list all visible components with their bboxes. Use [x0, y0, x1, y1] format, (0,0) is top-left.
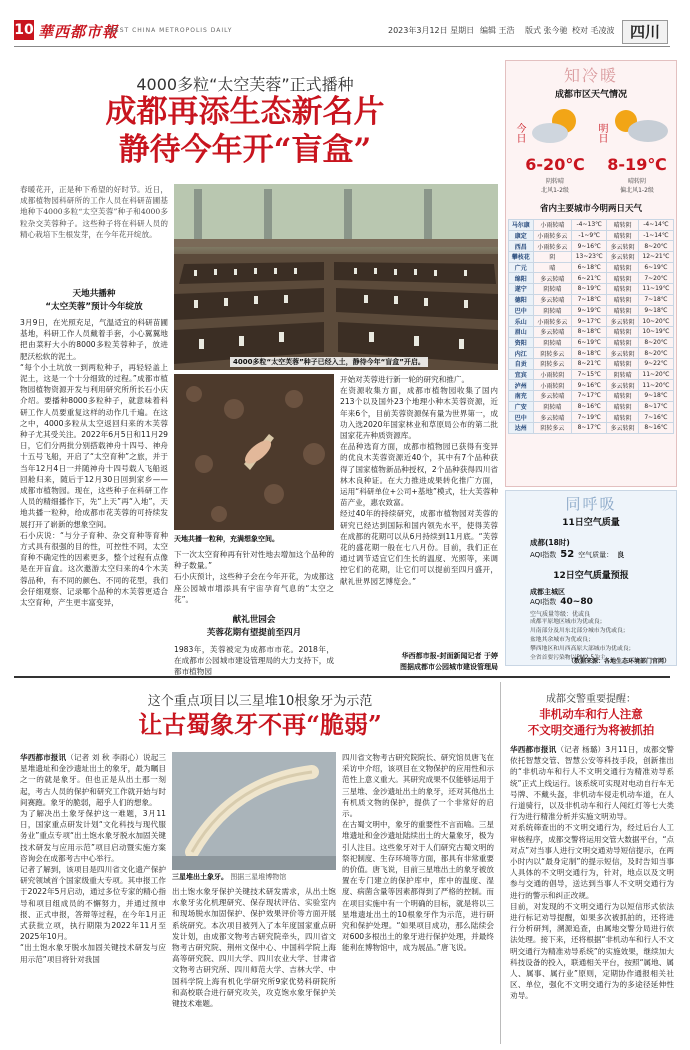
- weather-cell: 8~17℃: [572, 423, 607, 434]
- weather-cell: 9~16℃: [572, 380, 607, 391]
- weather-cell: 9~18℃: [638, 305, 673, 316]
- greenhouse-illustration: [174, 184, 498, 370]
- main-kicker: 4000多粒“太空芙蓉”正式播种: [136, 75, 354, 94]
- weather-cell: 阴转晴: [607, 369, 639, 380]
- weather-cell: 晴: [533, 262, 572, 273]
- weather-city: 自贡: [509, 358, 534, 369]
- weather-cell: -1~14℃: [638, 230, 673, 241]
- weather-cell: 9~22℃: [638, 358, 673, 369]
- tomorrow-temp: 8-19℃: [607, 155, 667, 174]
- weather-city: 广元: [509, 262, 534, 273]
- weather-row: [509, 369, 674, 380]
- weather-city: 内江: [509, 348, 534, 359]
- main-headline-2: 静待今年开“盲盒”: [118, 132, 372, 168]
- weather-cell: 7~18℃: [638, 294, 673, 305]
- weather-row: [509, 252, 674, 263]
- weather-row: [509, 326, 674, 337]
- weather-cell: 8~20℃: [638, 337, 673, 348]
- byline-reporter: 华西都市报-封面新闻记者 于婷: [401, 652, 498, 660]
- weather-cell: 多云转阴: [607, 252, 639, 263]
- weather-cell: 6~19℃: [638, 262, 673, 273]
- weather-cell: 多云转晴: [533, 326, 572, 337]
- story2-kicker: 这个重点项目以三星堆10根象牙为示范: [147, 694, 373, 709]
- today-desc: 阴转晴: [545, 178, 564, 185]
- air-line: 攀西地区和川西高原大部城市为优或良；: [530, 646, 635, 652]
- story2-col2-text: 出土饱水象牙保护关键技术研发需求，从出土饱水象牙劣化机理研究、保存现状评估、实验室内和现场脱水加固保护、保护效果评价等方面开展系统研究。本次项目被列入了本年度国家重点研发计划，由成都文物考古研究院牵头，四川省文物考古研究院、荆州文保中心、中国科学院上海高等研究院、四川大学、四川农业大学、甘肃省文物考古研究所、四川师范大学、吉林大学、中国科学院上海有机化学研究所9家优势科研院所和高校联合进行研究攻关，攻克饱水象牙保护关键技术难题。: [172, 887, 336, 1009]
- weather-cell: 7~20℃: [638, 273, 673, 284]
- main-col1-text: 3月9日，在光照充足，气温适宜的科研苗圃基地，科研工作人员戴着手套，小心翼翼地把由菜籽大小的8000多粒芙蓉种子，放进肥沃松软的泥土。 “每个小土坑放一到两粒种子，再轻轻盖上泥土，这是一个十分细致的过程。”成都市植物园植物资源开发与利用研究所所长石小庆介绍。要播种8000多粒种子，就意味着科研工作人员要重复这样的动作几千遍。在这之中，4000多粒从太空返回归来的木芙蓉种子尤其受关注。2022年6月5日和11月29日，它们分两批分别搭载神舟十四号、神舟十五号飞船，开启了“太空育种”之旅，并于当年12月4日一并随神舟十四号载人飞船返回舱归来，随后于12月30日回到家乡——成都市植物园。现在，这些种子在科研工作人员的精细播作下，先“上天”再“入地”，天地共播一粒种，给成都市花芙蓉的可持续发展打开了崭新的想象空间。 石小庆说：“与分子育种、杂交育种等育种方式具有很强的目的性，可控性不同，太空育种不确定性的因素更多，整个过程有点像是在开盲盒。这次邀游太空归来的4个木芙蓉品种，有不同的颜色、不同的花型，我们会仔细观察、记录哪个品种的木芙蓉更适合太空育种，产生更丰富变异，: [20, 318, 168, 608]
- story2-col1: [20, 752, 166, 965]
- air-source: （数据来源：各地生态环境部门官网）: [567, 658, 670, 665]
- weather-city: 泸州: [509, 380, 534, 391]
- page-header: [0, 0, 690, 50]
- weather-title: 成都市区天气情况: [554, 90, 627, 100]
- weather-cell: 7~19℃: [572, 412, 607, 423]
- weather-cell: 7~17℃: [572, 391, 607, 402]
- weather-cell: 阴转晴: [533, 401, 572, 412]
- story3-text: （记者 杨璐）3月11日，成都交警依托智慧交管、智慧公安等科技手段，创新推出的“非机动车和行人不文明交通行为精准劝导系统”正式上线运行。该系统可实现对电动自行车无号牌、不戴头盔，非机动车侵走机动车道，在人行道骑行，以及非机动车和行人闯红灯等七大类行为进行精准分析并实施文明劝导。 对系统筛查出的不文明交通行为，经过后台人工审核程序，成都交警将运用交管大数据平台，“点对点”对当事人进行文明交通劝导短信提示，在两小时内以“最身定制”的提示短信，及时告知当事人具体的不文明交通行为，针对，地点以及文明参与交通的倡导，送达到当事人不文明交通行为进行的警示和纠正改规。 目前，对发现的不文明交通行为以短信形式依法进行标记劝导提醒，如果多次被抓拍的，还将进行分析研判，溯源追查，由属地交警分局进行依法处理。接下来，还将根据“非机动车和行人不文明交通行为精准劝导系统”的实施效果，继续加大科技设备的投入，联通相关平台，按照“属地、属人、属事、属行业”原则，定期协作通报相关社区、单位，强化不文明交通行为的多途径延伸性劝导。: [510, 745, 674, 1001]
- weather-cell: 阴转晴: [533, 284, 572, 295]
- weather-cell: 小雨转多云: [533, 316, 572, 327]
- weather-cell: 8~21℃: [572, 358, 607, 369]
- weather-city: 广安: [509, 401, 534, 412]
- aqi-label: AQI指数: [530, 551, 557, 559]
- photo2-caption: 天地共播一粒种，充满想象空间。: [174, 535, 279, 543]
- weather-cell: -4~13℃: [572, 220, 607, 231]
- weather-cell: 8~18℃: [572, 326, 607, 337]
- weather-table: [508, 219, 674, 434]
- weather-city: 达州: [509, 423, 534, 434]
- weather-cell: 晴转阴: [607, 230, 639, 241]
- weather-cell: 多云转阴: [607, 316, 639, 327]
- air-title-forecast: 12日空气质量预报: [553, 571, 629, 581]
- weather-cell: 11~19℃: [638, 284, 673, 295]
- weather-row: [509, 241, 674, 252]
- soil-illustration: [174, 374, 334, 530]
- masthead-logo: 華西都市報: [38, 23, 119, 41]
- weather-cell: 6~19℃: [572, 337, 607, 348]
- section-divider: [14, 676, 670, 678]
- weather-cell: 8~16℃: [572, 401, 607, 412]
- masthead-english: WEST CHINA METROPOLIS DAILY: [108, 27, 233, 34]
- weather-cell: 9~17℃: [572, 316, 607, 327]
- byline-photo: 图据成都市公园城市建设管理局: [400, 663, 498, 671]
- weather-row: [509, 380, 674, 391]
- weather-cell: 阴: [533, 252, 572, 263]
- weather-cell: 7~15℃: [572, 369, 607, 380]
- weather-cell: 多云转阴: [607, 348, 639, 359]
- photo-seed-in-hand: [174, 374, 334, 530]
- story2-lead: 华西都市报讯: [20, 753, 67, 762]
- weather-row: [509, 358, 674, 369]
- main-col3-text: 开始对芙蓉进行新一轮的研究和推广。 在资源收集方面，成都市植物园收集了国内213个以及国外23个地理小种木芙蓉资源，近年来6个，目前芙蓉资源保有量为世界第一，成功入选2020年国家林业和草原局公布的第二批国家花卉种质资源库。 在品种选育方面，成都市植物园已获得有变异的优良木芙蓉资源近40个，其中有7个品种获得了国家植物新品种授权，2个品种获得四川省林木良种证。在大力推进成果转化推广方面，运用“科研单位+公司+基地”模式，壮大芙蓉种苗产业，惠农致富。 经过40年的持续研究，成都市植物园对芙蓉的研究已经达到国际和国内领先水平，使得芙蓉在成都的花期可以从6月持续到11月底。“芙蓉花的盛花期一般在七八月份。目前，我们正在通过调节适宜它们生长的温度、光照等，来调控它们的花期，让它们可以提前至四月盛开，献礼世界园艺博览会。”: [340, 375, 498, 586]
- weather-city: 绵阳: [509, 273, 534, 284]
- weather-cell: 小雨转多云: [533, 230, 572, 241]
- weather-cell: 晴转阴: [607, 220, 639, 231]
- weather-cell: 10~20℃: [638, 316, 673, 327]
- sun-cloud-icon: [608, 101, 672, 151]
- weather-row: [509, 220, 674, 231]
- subhead-2b: 芙蓉花期有望提前至四月: [206, 628, 302, 638]
- weather-row: [509, 294, 674, 305]
- weather-cell: 晴转阴: [607, 358, 639, 369]
- section-tag: 四川: [622, 20, 668, 44]
- weather-city: 攀枝花: [509, 252, 534, 263]
- story2-col3-text: 四川省文物考古研究院院长、研究馆员唐飞在采访中介绍，该项目在文物保护的应用性和示范性上意义重大。其研究成果不仅能够运用于三星堆、金沙遗址出土的象牙，还对其他出土有机质文物的保护，提供了一个非常好的启示。 在古蜀文明中，象牙的重要性不言而喻。三星堆遗址和金沙遗址陆续出土的大量象牙，极为引人注目。这些象牙对于人们研究古蜀文明的祭祀制度、生存环境等方面，都具有非常重要的价值。唐飞说，目前三星堆出土的象牙被放置在专门建立的保护库中，库中的温度、湿度、病菌含量等因素都得到了严格的控制。而在项目实施中有一个明确的目标，就是将以三星堆遗址出土的10根象牙作为示范，进行研究和保护处理。“如果项目成功，那么陆续会对600多根出土的象牙进行保护处理，并最终能利在博物馆中，成为展品。”唐飞说。: [342, 753, 494, 953]
- photo-seed-beds: [174, 184, 498, 370]
- weather-cell: 8~17℃: [638, 401, 673, 412]
- weather-cell: 6~21℃: [572, 273, 607, 284]
- weather-city: 康定: [509, 230, 534, 241]
- story2-headline: 让古蜀象牙不再“脆弱”: [138, 710, 382, 739]
- air-city-forecast: 成都主城区: [530, 588, 565, 596]
- weather-cell: 多云转晴: [533, 412, 572, 423]
- weather-cell: -1~9℃: [572, 230, 607, 241]
- weather-cell: 晴转阴: [607, 294, 639, 305]
- weather-cell: 阴转多云: [533, 358, 572, 369]
- weather-row: [509, 316, 674, 327]
- column-divider: [500, 682, 501, 1044]
- weather-cell: 晴转阴: [607, 391, 639, 402]
- weather-cell: 多云转阴: [607, 380, 639, 391]
- weather-row: [509, 391, 674, 402]
- weather-cell: 8~18℃: [572, 348, 607, 359]
- weather-cell: 8~16℃: [638, 423, 673, 434]
- photo-ivory-caption-row: [172, 872, 336, 882]
- air-line: 成都平原地区城市为优或良；: [530, 619, 606, 625]
- weather-city: 德阳: [509, 294, 534, 305]
- weather-cell: 晴转阴: [607, 284, 639, 295]
- weather-cell: 小雨转阴: [533, 380, 572, 391]
- weather-cell: 晴转阴: [607, 412, 639, 423]
- weather-row: [509, 262, 674, 273]
- subhead-1b: “太空芙蓉”预计今年绽放: [45, 302, 143, 312]
- weather-cell: 7~18℃: [572, 294, 607, 305]
- weather-panel: [505, 60, 677, 487]
- weather-cell: 12~21℃: [638, 252, 673, 263]
- story3-lead: 华西都市报讯: [510, 745, 557, 754]
- weather-row: [509, 305, 674, 316]
- cloud-sun-icon: [526, 101, 586, 151]
- weather-city: 南充: [509, 391, 534, 402]
- weather-row: [509, 348, 674, 359]
- air-aqi2-row: [530, 597, 593, 607]
- weather-city: 资阳: [509, 337, 534, 348]
- weather-cell: 阴转多云: [533, 348, 572, 359]
- weather-city: 宜宾: [509, 369, 534, 380]
- weather-cell: 晴转阴: [607, 273, 639, 284]
- main-col2b-text: 1983年，芙蓉被定为成都市市花。2018年，在成都市公园城市建设管理局的大力支持下，成都市植物园: [174, 645, 334, 677]
- aqi2-value: 40~80: [560, 597, 593, 607]
- weather-city: 巴中: [509, 412, 534, 423]
- ivory-caption: 三星堆出土象牙。: [172, 873, 228, 881]
- story3-headline-2: 不文明交通行为将被抓拍: [527, 723, 655, 737]
- weather-city: 乐山: [509, 316, 534, 327]
- page-number: 10: [14, 22, 34, 38]
- today-wind: 北风1-2级: [541, 187, 569, 194]
- weather-cell: 9~19℃: [572, 305, 607, 316]
- weather-cell: 阴转晴: [533, 305, 572, 316]
- weather-cell: 多云转晴: [533, 273, 572, 284]
- weather-cell: 多云转阴: [607, 241, 639, 252]
- weather-row: [509, 423, 674, 434]
- weather-row: [509, 412, 674, 423]
- quality-value: 良: [617, 551, 625, 559]
- weather-cell: 7~16℃: [638, 412, 673, 423]
- today-label: 今日: [514, 123, 525, 143]
- weather-cell: 11~20℃: [638, 380, 673, 391]
- photo-ivory: [172, 752, 336, 870]
- weather-cell: 晴转阴: [607, 262, 639, 273]
- weather-row: [509, 273, 674, 284]
- subhead-1a: 天地共播种: [72, 289, 116, 299]
- weather-cell: 阴转多云: [533, 423, 572, 434]
- weather-cell: 小雨转阴: [533, 369, 572, 380]
- story2-col1-text: （记者 刘 秋 李雨心）说起三星堆遗址和金沙遗址出土的象牙，最为瞩目之一的就是象牙。但也正是从出土那一刻起，考古人员的保护和研究工作就开始与时间赛跑。象牙的脆弱，超乎人们的想象。 为了解决出土象牙保护这一难题，3月11日，国家重点研发计划“文化科技与现代服务业”重点专项“出土饱水象牙脱水加固关键技术研发与应用示范”项目启动暨实施方案咨询会在成都考古中心举行。 记者了解到，该项目是四川省文化遗产保护研究领域首个国家级重大专项。其申报工作于2022年5月启动，通过多位专家的精心指导和项目组成员的不懈努力，并通过预申报、正式申报，答辩等过程，在今年1月正式获批立项，执行期限为2022年11月至2025年10月。 “出土饱水象牙脱水加固关键技术研发与应用示范”项目将针对我国: [20, 753, 166, 964]
- weather-cell: 多云转阴: [607, 423, 639, 434]
- proof-credit: 校对 毛凌波: [572, 26, 615, 35]
- today-temp: 6-20℃: [525, 155, 585, 174]
- quality-label: 空气质量：: [578, 551, 614, 559]
- tomorrow-desc: 晴转阴: [627, 178, 646, 185]
- weather-cell: 9~18℃: [638, 391, 673, 402]
- story3-kicker: 成都交警重要提醒：: [546, 694, 636, 705]
- weather-cell: -4~14℃: [638, 220, 673, 231]
- weather-cell: 8~20℃: [638, 241, 673, 252]
- weather-row: [509, 337, 674, 348]
- weather-cell: 晴转阴: [607, 305, 639, 316]
- issue-date: 2023年3月12日 星期日: [388, 26, 475, 35]
- aqi2-label: AQI指数: [530, 598, 557, 606]
- weather-cell: 13~23℃: [572, 252, 607, 263]
- aqi-value: 52: [560, 549, 575, 560]
- weather-city: 遂宁: [509, 284, 534, 295]
- main-headline-1: 成都再添生态新名片: [105, 94, 385, 130]
- weather-cell: 晴转阴: [607, 337, 639, 348]
- weather-city: 西昌: [509, 241, 534, 252]
- weather-cell: 6~18℃: [572, 262, 607, 273]
- weather-row: [509, 230, 674, 241]
- header-rule: [14, 46, 670, 47]
- weather-cell: 多云转晴: [533, 294, 572, 305]
- weather-row: [509, 284, 674, 295]
- story3-body: [510, 744, 674, 1002]
- weather-city: 马尔康: [509, 220, 534, 231]
- weather-cell: 8~20℃: [638, 348, 673, 359]
- air-quality-panel: [505, 490, 677, 666]
- editor-credit: 编辑 王浩: [480, 26, 515, 35]
- weather-city: 巴中: [509, 305, 534, 316]
- photo1-caption: 4000多粒“太空芙蓉”种子已经入土，静待今年“盲盒”开启。: [230, 357, 428, 367]
- story3-headline-1: 非机动车和行人注意: [539, 707, 643, 721]
- weather-cell: 阴转晴: [533, 337, 572, 348]
- weather-cell: 小雨转多云: [533, 241, 572, 252]
- weather-cell: 晴转阴: [607, 401, 639, 412]
- air-line: 盆地其余城市为优或良；: [530, 637, 594, 643]
- weather-cell: 多云转晴: [533, 391, 572, 402]
- weather-cell: 8~19℃: [572, 284, 607, 295]
- weather-cell: 晴转阴: [607, 326, 639, 337]
- air-aqi-row: [530, 549, 624, 560]
- weather-cell: 11~20℃: [638, 369, 673, 380]
- air-line: 川南部分及川东北部分城市为优或良；: [530, 628, 629, 634]
- weather-row: [509, 401, 674, 412]
- weather-cell: 小雨转晴: [533, 220, 572, 231]
- weather-cell: 9~16℃: [572, 241, 607, 252]
- ivory-illustration: [172, 752, 336, 870]
- weather-city: 眉山: [509, 326, 534, 337]
- tomorrow-wind: 偏北风1-2级: [620, 187, 654, 194]
- air-quality-level: 空气质量等级：优或良: [530, 611, 591, 618]
- main-col2-text: 下一次太空育种再有针对性地去增加这个品种的种子数量。” 石小庆预计，这些种子会在今年开花，为成都这座公园城市增添具有宇宙孕育气息的“太空之花”。: [174, 550, 334, 604]
- air-banner: 同呼吸: [565, 495, 617, 513]
- main-lead: 春暖花开，正是种下希望的好时节。近日，成都植物园科研所的工作人员在科研苗圃基地种下4000多粒“太空芙蓉”种子和4000多粒杂交芙蓉种子。这些种子将在科研人员的精心栽培下生根发芽，在今年花开绽放。: [20, 185, 168, 239]
- ivory-credit: 图据三星堆博物馆: [230, 873, 287, 881]
- air-title-today: 11日空气质量: [562, 518, 620, 528]
- layout-credit: 版式 张今驰: [525, 26, 568, 35]
- air-line: 全省首要污染物以PM2.5为主。: [530, 655, 612, 661]
- air-city-today: 成都(18时): [530, 538, 570, 547]
- weather-table-title: 省内主要城市今明两日天气: [539, 204, 642, 214]
- weather-banner: 知冷暖: [563, 66, 618, 85]
- tomorrow-label: 明日: [596, 123, 607, 143]
- weather-cell: 10~19℃: [638, 326, 673, 337]
- subhead-2a: 献礼世园会: [232, 615, 276, 625]
